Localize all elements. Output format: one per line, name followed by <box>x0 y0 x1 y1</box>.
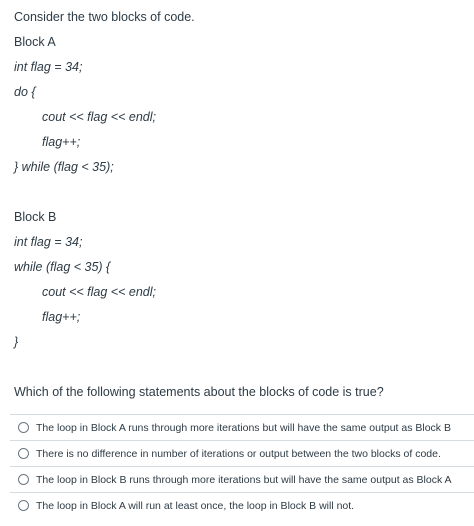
radio-button[interactable] <box>18 422 29 433</box>
answer-option-a[interactable] <box>10 414 474 440</box>
answer-option-c[interactable] <box>10 466 474 492</box>
block-b-code-line: int flag = 34; <box>14 235 83 249</box>
intro-text: Consider the two blocks of code. <box>14 10 195 24</box>
block-b-title: Block B <box>14 210 57 224</box>
radio-button[interactable] <box>18 448 29 459</box>
answer-option-d[interactable] <box>10 492 474 518</box>
question-prompt: Which of the following statements about the blocks of code is true? <box>14 385 384 399</box>
block-b-code-line: while (flag < 35) { <box>14 260 111 274</box>
block-a-code-line: cout << flag << endl; <box>42 110 156 124</box>
block-a-code-line: int flag = 34; <box>14 60 83 74</box>
block-a-title: Block A <box>14 35 56 49</box>
radio-button[interactable] <box>18 474 29 485</box>
answer-option-b[interactable] <box>10 440 474 466</box>
block-b-code-line: flag++; <box>42 310 81 324</box>
block-b-code-line: } <box>14 335 19 349</box>
block-a-code-line: flag++; <box>42 135 81 149</box>
block-a-code-line: do { <box>14 85 36 99</box>
answer-option-label: The loop in Block A will run at least once, the loop in Block B will not. <box>36 499 355 512</box>
answer-option-label: The loop in Block A runs through more iterations but will have the same output as Block B <box>36 421 451 434</box>
radio-button[interactable] <box>18 500 29 511</box>
block-a-code-line: } while (flag < 35); <box>14 160 114 174</box>
block-b-code-line: cout << flag << endl; <box>42 285 156 299</box>
answer-option-label: The loop in Block B runs through more iterations but will have the same output as Block A <box>36 473 452 486</box>
answer-option-label: There is no difference in number of iterations or output between the two blocks of code. <box>36 447 441 460</box>
